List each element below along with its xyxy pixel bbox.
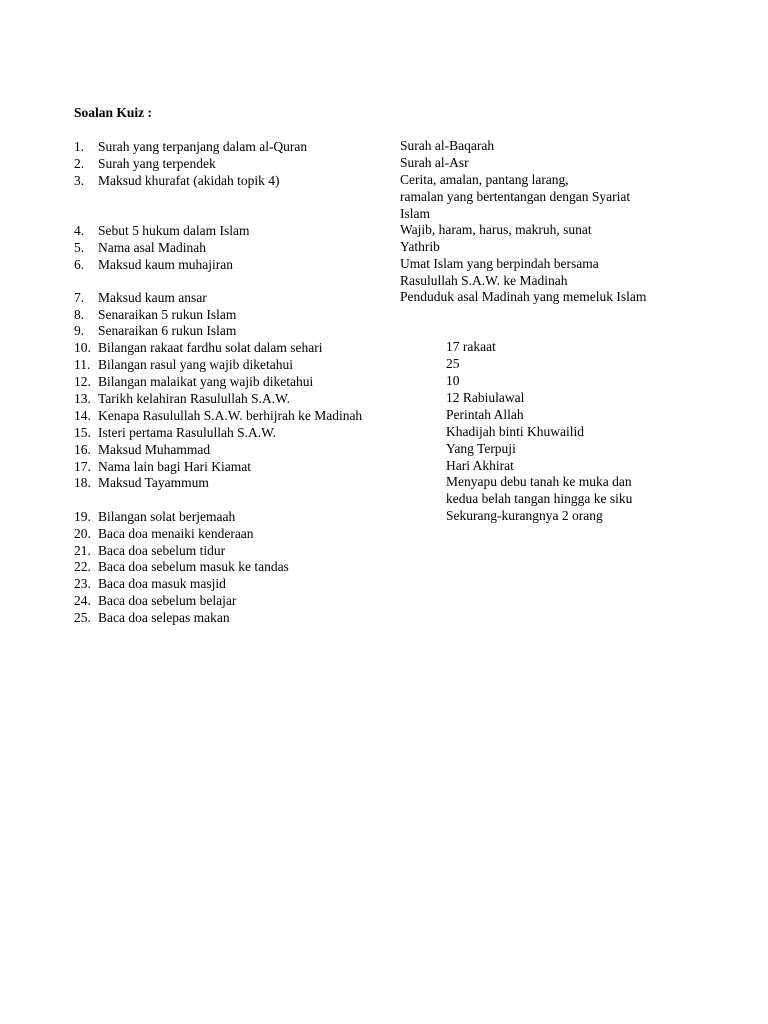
question-text: Senaraikan 6 rukun Islam — [98, 323, 237, 338]
question-number: 21. — [74, 543, 91, 558]
answer-text — [400, 256, 599, 290]
answer-line: Islam — [400, 205, 430, 221]
answer-text — [446, 424, 584, 441]
question-number: 4. — [74, 223, 85, 238]
answer-line: 17 rakaat — [446, 339, 496, 354]
question-number: 18. — [74, 475, 91, 490]
question-number: 8. — [74, 307, 85, 322]
answer-line: Hari Akhirat — [446, 458, 514, 473]
question-text: Baca doa selepas makan — [98, 610, 230, 625]
answer-text — [446, 474, 632, 508]
question-text: Baca doa masuk masjid — [98, 576, 226, 591]
answer-line: Sekurang-kurangnya 2 orang — [446, 508, 603, 523]
answer-text — [446, 441, 516, 458]
answer-text — [446, 390, 524, 407]
question-text: Senaraikan 5 rukun Islam — [98, 307, 237, 322]
answer-line: Yang Terpuji — [446, 441, 516, 456]
question-number: 12. — [74, 374, 91, 389]
question-number: 25. — [74, 610, 91, 625]
question-number: 9. — [74, 323, 85, 338]
question-text: Baca doa sebelum tidur — [98, 543, 226, 558]
question-number: 13. — [74, 391, 91, 406]
answer-line: Khadijah binti Khuwailid — [446, 424, 584, 439]
answer-text — [446, 339, 496, 356]
question-text: Baca doa sebelum belajar — [98, 593, 237, 608]
answer-text — [446, 356, 460, 373]
question-number: 11. — [74, 357, 91, 372]
answer-line: ramalan yang bertentangan dengan Syariat — [400, 188, 631, 204]
answer-text — [400, 222, 592, 239]
answer-line: Surah al-Asr — [400, 155, 469, 170]
question-text: Maksud kaum ansar — [98, 290, 207, 305]
question-number: 5. — [74, 240, 85, 255]
question-text: Isteri pertama Rasulullah S.A.W. — [98, 425, 276, 440]
question-text: Tarikh kelahiran Rasulullah S.A.W. — [98, 391, 291, 406]
question-text: Maksud khurafat (akidah topik 4) — [98, 173, 280, 188]
question-number: 24. — [74, 593, 91, 608]
question-text: Baca doa menaiki kenderaan — [98, 526, 254, 541]
question-number: 1. — [74, 139, 85, 154]
answer-line: Perintah Allah — [446, 407, 524, 422]
question-text: Sebut 5 hukum dalam Islam — [98, 223, 250, 238]
answer-text — [400, 289, 646, 306]
answer-line: kedua belah tangan hingga ke siku — [446, 490, 633, 506]
question-text: Bilangan malaikat yang wajib diketahui — [98, 374, 314, 389]
question-text: Bilangan solat berjemaah — [98, 509, 236, 524]
question-number: 16. — [74, 442, 91, 457]
answer-line: Yathrib — [400, 239, 440, 254]
question-text: Maksud Muhammad — [98, 442, 211, 457]
answer-line: 12 Rabiulawal — [446, 390, 525, 405]
answer-text — [400, 239, 440, 256]
question-number: 19. — [74, 509, 91, 524]
question-text: Surah yang terpanjang dalam al-Quran — [98, 139, 308, 154]
answer-line: Surah al-Baqarah — [400, 138, 495, 153]
question-text: Maksud kaum muhajiran — [98, 257, 233, 272]
answer-line: Menyapu debu tanah ke muka dan — [446, 474, 632, 489]
answer-line: Umat Islam yang berpindah bersama — [400, 256, 599, 271]
question-number: 20. — [74, 526, 91, 541]
question-text: Bilangan rasul yang wajib diketahui — [98, 357, 293, 372]
question-number: 22. — [74, 559, 91, 574]
question-number: 3. — [74, 173, 85, 188]
answer-text — [400, 138, 494, 155]
question-text: Nama lain bagi Hari Kiamat — [98, 459, 251, 474]
question-number: 2. — [74, 156, 85, 171]
answer-line: 25 — [446, 356, 460, 371]
answer-line: Cerita, amalan, pantang larang, — [400, 172, 569, 187]
answer-line: 10 — [446, 373, 460, 388]
answer-text — [446, 407, 524, 424]
answer-text — [446, 508, 603, 525]
answer-line: Rasulullah S.A.W. ke Madinah — [400, 272, 568, 288]
question-number: 17. — [74, 459, 91, 474]
question-text: Maksud Tayammum — [98, 475, 209, 490]
question-number: 10. — [74, 340, 91, 355]
answer-text — [400, 172, 630, 222]
answer-text — [446, 458, 514, 475]
question-number: 6. — [74, 257, 85, 272]
answer-text — [446, 373, 460, 390]
question-number: 14. — [74, 408, 91, 423]
question-number: 15. — [74, 425, 91, 440]
question-number: 7. — [74, 290, 85, 305]
question-text: Nama asal Madinah — [98, 240, 206, 255]
question-text: Baca doa sebelum masuk ke tandas — [98, 559, 289, 574]
question-text: Kenapa Rasulullah S.A.W. berhijrah ke Madinah — [98, 408, 363, 423]
answer-line: Wajib, haram, harus, makruh, sunat — [400, 222, 592, 237]
answer-text — [400, 155, 469, 172]
question-text: Surah yang terpendek — [98, 156, 216, 171]
question-number: 23. — [74, 576, 91, 591]
quiz-title: Soalan Kuiz : — [74, 105, 153, 120]
answer-line: Penduduk asal Madinah yang memeluk Islam — [400, 289, 647, 304]
question-text: Bilangan rakaat fardhu solat dalam sehari — [98, 340, 323, 355]
